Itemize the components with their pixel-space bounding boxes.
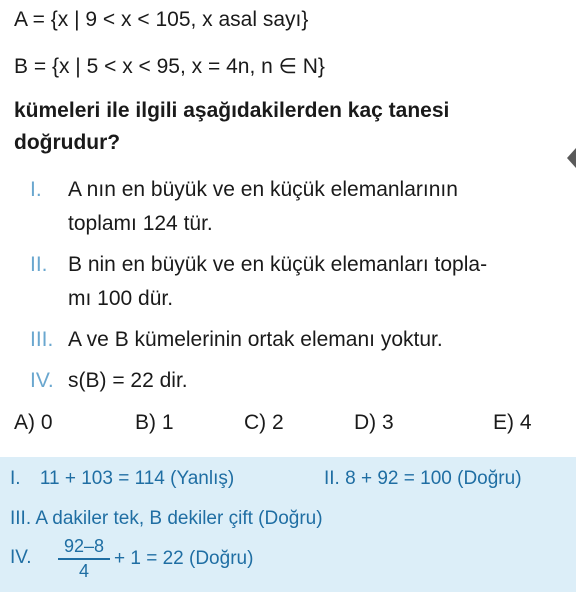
solution-1-text: 11 + 103 = 114 (Yanlış) [39, 468, 235, 489]
statement-1-number: I. [30, 178, 42, 201]
choice-e[interactable]: E) 4 [493, 411, 532, 434]
statement-2-number: II. [30, 253, 48, 276]
solution-line-1a [10, 468, 234, 490]
solution-line-1b [324, 468, 522, 490]
statement-3-number: III. [30, 328, 54, 351]
statement-3 [30, 328, 443, 352]
statement-4 [30, 369, 188, 393]
edge-marker [567, 148, 576, 168]
statement-4-number: IV. [30, 369, 54, 392]
choice-d[interactable]: D) 3 [354, 411, 394, 434]
set-a-definition: A = {x | 9 < x < 105, x asal sayı} [14, 8, 309, 31]
statement-3-text: A ve B kümelerinin ortak elemanı yoktur. [68, 328, 443, 351]
statement-4-text: s(B) = 22 dir. [68, 369, 188, 392]
solution-2-number: II. [324, 468, 340, 489]
statement-1-text: A nın en büyük ve en küçük elemanlarının [68, 178, 458, 201]
set-b-definition: B = {x | 5 < x < 95, x = 4n, n ∈ N} [14, 55, 325, 78]
choice-c[interactable]: C) 2 [244, 411, 284, 434]
solution-4-fraction [58, 536, 110, 582]
question-line-2: doğrudur? [14, 131, 121, 154]
statement-2-continuation: mı 100 dür. [68, 287, 174, 310]
solution-4-text: + 1 = 22 (Doğru) [114, 548, 254, 569]
solution-line-2: III. A dakiler tek, B dekiler çift (Doğru) [10, 508, 323, 529]
question-line-1: kümeleri ile ilgili aşağıdakilerden kaç tanesi [14, 99, 450, 122]
choice-b[interactable]: B) 1 [135, 411, 174, 434]
solution-4-number: IV. [10, 547, 32, 568]
fraction-denominator: 4 [78, 560, 89, 581]
statement-1-continuation: toplamı 124 tür. [68, 212, 213, 235]
statement-2-text: B nin en büyük ve en küçük elemanları topla- [68, 253, 488, 276]
statement-1 [30, 178, 458, 202]
choice-a[interactable]: A) 0 [14, 411, 53, 434]
solution-1-number: I. [10, 468, 21, 489]
solution-2-text: 8 + 92 = 100 (Doğru) [345, 468, 522, 489]
fraction-bar [58, 558, 110, 560]
statement-2 [30, 253, 487, 277]
fraction-numerator: 92–8 [63, 536, 105, 556]
